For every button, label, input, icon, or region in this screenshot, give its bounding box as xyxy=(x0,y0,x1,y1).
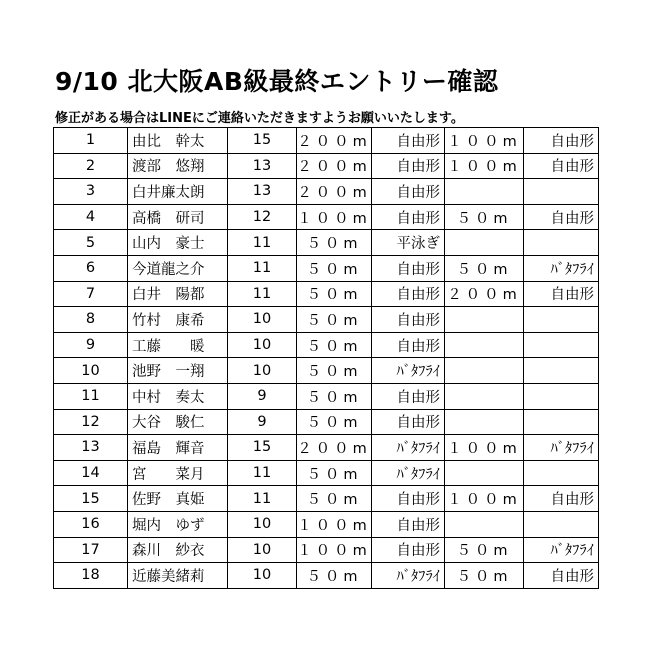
swimmer-name: 由比 幹太 xyxy=(128,128,228,154)
event2-stroke: ﾊﾞﾀﾌﾗｲ xyxy=(524,255,599,281)
swimmer-name: 宮 菜月 xyxy=(128,460,228,486)
entry-number: 18 xyxy=(54,563,128,589)
table-row xyxy=(54,435,599,461)
event1-stroke: 自由形 xyxy=(372,383,445,409)
event1-stroke: 自由形 xyxy=(372,486,445,512)
event2-stroke: 自由形 xyxy=(524,128,599,154)
event2-distance xyxy=(445,511,524,537)
swimmer-name: 森川 紗衣 xyxy=(128,537,228,563)
event2-distance xyxy=(445,230,524,256)
entry-table-body xyxy=(54,128,599,589)
entry-number: 16 xyxy=(54,511,128,537)
swimmer-name: 白井廉太朗 xyxy=(128,179,228,205)
swimmer-name: 堀内 ゆず xyxy=(128,511,228,537)
swimmer-age: 11 xyxy=(228,255,297,281)
table-row xyxy=(54,537,599,563)
table-row xyxy=(54,255,599,281)
entry-number: 17 xyxy=(54,537,128,563)
swimmer-name: 白井 陽都 xyxy=(128,281,228,307)
swimmer-age: 10 xyxy=(228,563,297,589)
event1-distance: ５０m xyxy=(297,460,372,486)
event2-stroke: ﾊﾞﾀﾌﾗｲ xyxy=(524,537,599,563)
table-row xyxy=(54,281,599,307)
swimmer-age: 11 xyxy=(228,486,297,512)
table-row xyxy=(54,409,599,435)
table-row xyxy=(54,383,599,409)
event1-distance: ５０m xyxy=(297,486,372,512)
entry-table xyxy=(53,127,599,589)
event1-distance: ５０m xyxy=(297,332,372,358)
event1-distance: ５０m xyxy=(297,307,372,333)
event2-stroke: 自由形 xyxy=(524,486,599,512)
swimmer-age: 10 xyxy=(228,537,297,563)
event2-stroke xyxy=(524,307,599,333)
entry-number: 4 xyxy=(54,204,128,230)
event1-stroke: 自由形 xyxy=(372,511,445,537)
swimmer-age: 11 xyxy=(228,460,297,486)
table-row xyxy=(54,511,599,537)
entry-number: 5 xyxy=(54,230,128,256)
event1-stroke: 自由形 xyxy=(372,179,445,205)
event2-distance xyxy=(445,179,524,205)
swimmer-name: 池野 一翔 xyxy=(128,358,228,384)
swimmer-name: 山内 豪士 xyxy=(128,230,228,256)
event2-stroke xyxy=(524,511,599,537)
event2-distance xyxy=(445,409,524,435)
event2-distance: １００m xyxy=(445,486,524,512)
event1-stroke: 自由形 xyxy=(372,307,445,333)
swimmer-age: 10 xyxy=(228,332,297,358)
event2-distance xyxy=(445,307,524,333)
event1-distance: ５０m xyxy=(297,409,372,435)
event1-distance: ２００m xyxy=(297,179,372,205)
swimmer-age: 11 xyxy=(228,281,297,307)
event2-stroke: 自由形 xyxy=(524,204,599,230)
event1-stroke: ﾊﾞﾀﾌﾗｲ xyxy=(372,435,445,461)
swimmer-age: 11 xyxy=(228,230,297,256)
event1-distance: ５０m xyxy=(297,255,372,281)
swimmer-age: 9 xyxy=(228,383,297,409)
table-row xyxy=(54,332,599,358)
entry-number: 9 xyxy=(54,332,128,358)
event2-stroke xyxy=(524,383,599,409)
swimmer-name: 近藤美緒莉 xyxy=(128,563,228,589)
table-row xyxy=(54,153,599,179)
entry-number: 12 xyxy=(54,409,128,435)
event2-stroke xyxy=(524,460,599,486)
event2-distance: １００m xyxy=(445,435,524,461)
event2-stroke xyxy=(524,409,599,435)
table-row xyxy=(54,460,599,486)
event1-stroke: 自由形 xyxy=(372,281,445,307)
event2-stroke: 自由形 xyxy=(524,281,599,307)
swimmer-name: 大谷 駿仁 xyxy=(128,409,228,435)
swimmer-name: 佐野 真姫 xyxy=(128,486,228,512)
event2-distance: ５０m xyxy=(445,563,524,589)
entry-number: 8 xyxy=(54,307,128,333)
swimmer-age: 15 xyxy=(228,435,297,461)
table-row xyxy=(54,204,599,230)
page-title: 9/10 北大阪AB級最終エントリー確認 xyxy=(55,67,499,96)
event1-distance: ２００m xyxy=(297,128,372,154)
table-row xyxy=(54,230,599,256)
event1-distance: ５０m xyxy=(297,358,372,384)
swimmer-age: 12 xyxy=(228,204,297,230)
event2-stroke xyxy=(524,179,599,205)
page-subtitle: 修正がある場合はLINEにご連絡いただきますようお願いいたします。 xyxy=(55,111,464,126)
event2-distance: ５０m xyxy=(445,255,524,281)
event1-distance: ２００m xyxy=(297,435,372,461)
table-row xyxy=(54,358,599,384)
event1-stroke: ﾊﾞﾀﾌﾗｲ xyxy=(372,563,445,589)
entry-number: 11 xyxy=(54,383,128,409)
event1-stroke: 平泳ぎ xyxy=(372,230,445,256)
event1-stroke: 自由形 xyxy=(372,537,445,563)
entry-number: 7 xyxy=(54,281,128,307)
swimmer-name: 渡部 悠翔 xyxy=(128,153,228,179)
event1-distance: １００m xyxy=(297,537,372,563)
event1-distance: ５０m xyxy=(297,281,372,307)
event1-distance: ５０m xyxy=(297,230,372,256)
swimmer-age: 10 xyxy=(228,307,297,333)
event2-distance: １００m xyxy=(445,153,524,179)
swimmer-age: 10 xyxy=(228,511,297,537)
table-row xyxy=(54,563,599,589)
event1-stroke: 自由形 xyxy=(372,332,445,358)
entry-number: 15 xyxy=(54,486,128,512)
event1-distance: １００m xyxy=(297,204,372,230)
event1-stroke: 自由形 xyxy=(372,204,445,230)
event1-distance: １００m xyxy=(297,511,372,537)
event2-stroke xyxy=(524,358,599,384)
entry-number: 1 xyxy=(54,128,128,154)
swimmer-name: 中村 奏太 xyxy=(128,383,228,409)
event2-distance: １００m xyxy=(445,128,524,154)
event2-distance xyxy=(445,460,524,486)
event1-distance: ５０m xyxy=(297,383,372,409)
event1-distance: ２００m xyxy=(297,153,372,179)
entry-number: 3 xyxy=(54,179,128,205)
event2-distance xyxy=(445,383,524,409)
event2-distance: ５０m xyxy=(445,204,524,230)
entry-number: 13 xyxy=(54,435,128,461)
event1-stroke: ﾊﾞﾀﾌﾗｲ xyxy=(372,358,445,384)
swimmer-age: 10 xyxy=(228,358,297,384)
swimmer-age: 9 xyxy=(228,409,297,435)
event1-stroke: ﾊﾞﾀﾌﾗｲ xyxy=(372,460,445,486)
event1-stroke: 自由形 xyxy=(372,409,445,435)
swimmer-name: 今道龍之介 xyxy=(128,255,228,281)
swimmer-name: 高橋 研司 xyxy=(128,204,228,230)
entry-number: 2 xyxy=(54,153,128,179)
entry-number: 10 xyxy=(54,358,128,384)
event2-distance xyxy=(445,332,524,358)
event2-stroke xyxy=(524,230,599,256)
entry-number: 14 xyxy=(54,460,128,486)
event1-stroke: 自由形 xyxy=(372,128,445,154)
table-row xyxy=(54,128,599,154)
event2-stroke: 自由形 xyxy=(524,563,599,589)
table-row xyxy=(54,179,599,205)
table-row xyxy=(54,307,599,333)
event1-stroke: 自由形 xyxy=(372,255,445,281)
event1-stroke: 自由形 xyxy=(372,153,445,179)
event2-stroke: 自由形 xyxy=(524,153,599,179)
swimmer-age: 13 xyxy=(228,179,297,205)
event1-distance: ５０m xyxy=(297,563,372,589)
swimmer-name: 工藤 暖 xyxy=(128,332,228,358)
event2-stroke: ﾊﾞﾀﾌﾗｲ xyxy=(524,435,599,461)
swimmer-age: 15 xyxy=(228,128,297,154)
entry-number: 6 xyxy=(54,255,128,281)
swimmer-name: 竹村 康希 xyxy=(128,307,228,333)
event2-distance xyxy=(445,358,524,384)
table-row xyxy=(54,486,599,512)
swimmer-name: 福島 輝音 xyxy=(128,435,228,461)
event2-stroke xyxy=(524,332,599,358)
event2-distance: ５０m xyxy=(445,537,524,563)
swimmer-age: 13 xyxy=(228,153,297,179)
event2-distance: ２００m xyxy=(445,281,524,307)
